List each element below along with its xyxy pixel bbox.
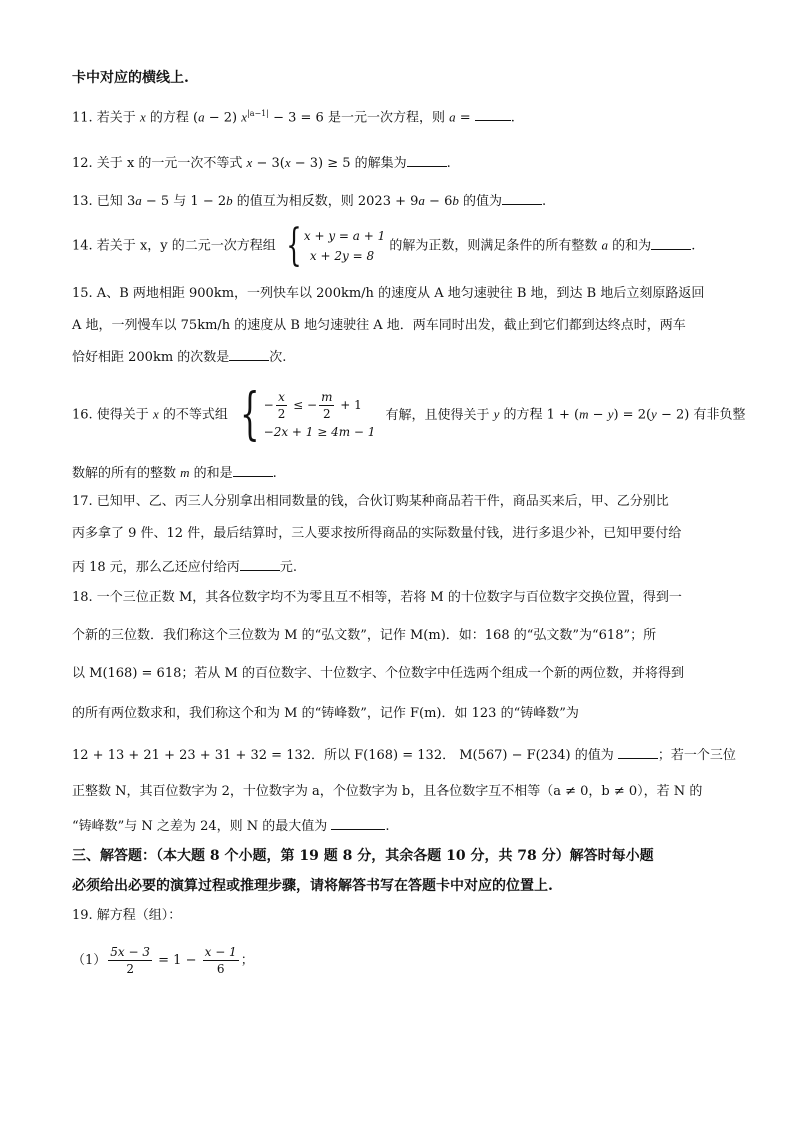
answer-blank bbox=[618, 744, 658, 759]
equation-system: x + y = a + 1 x + 2y = 8 bbox=[303, 229, 386, 263]
inequality-system: − $\frac{x}{2}$ ≤ − $\frac{m}{2}$ + 1 −2x + 1 ≥ 4m − 1 bbox=[263, 390, 376, 439]
answer-blank bbox=[240, 556, 280, 571]
question-18-line-7: “铸峰数”与 N 之差为 24，则 N 的最大值为 . bbox=[72, 815, 390, 837]
question-18-line-2: 个新的三位数．我们称这个三位数为 M 的“弘文数”，记作 M(m)．如：168 的“弘文数”为“618”；所 bbox=[72, 628, 657, 643]
fraction-left: $\frac{5x - 3}{2}$ bbox=[110, 945, 151, 976]
question-18-line-5: 12 + 13 + 21 + 23 + 31 + 32 = 132．所以 F(168) = 132． M(567) − F(234) 的值为 ；若一个三位 bbox=[72, 744, 736, 766]
question-11: 11. 若关于 x 的方程 (a − 2) $x^{|a-1|} - 3 = 6$ 是一元一次方程，则 a = . bbox=[72, 104, 515, 128]
continued-instruction: 卡中对应的横线上. bbox=[72, 70, 189, 86]
question-18-line-4: 的所有两位数求和，我们称这个和为 M 的“铸峰数”，记作 F(m)．如 123 的“铸峰数”为 bbox=[72, 706, 579, 721]
question-18-line-3: 以 M(168) = 618；若从 M 的百位数字、十位数字、个位数字中任选两个组成一个新的两位数，并将得到 bbox=[72, 666, 684, 681]
question-15-line-3: 恰好相距 200km 的次数是 次. bbox=[72, 346, 286, 368]
question-19-part-1: （1） $\frac{5x - 3}{2}$ = 1 − $\frac{x - 1}{6}$ ； bbox=[72, 945, 254, 976]
answer-blank bbox=[407, 152, 447, 167]
question-13: 13. 已知 3a − 5 与 1 − 2b 的值互为相反数，则 2023 + 9a − 6b 的值为 . bbox=[72, 190, 546, 212]
section-3-instruction: 必须给出必要的演算过程或推理步骤，请将解答书写在答题卡中对应的位置上. bbox=[72, 878, 553, 894]
answer-blank bbox=[502, 190, 542, 205]
question-17-line-3: 丙 18 元，那么乙还应付给丙 元. bbox=[72, 556, 297, 578]
question-17-line-2: 丙多拿了 9 件、12 件，最后结算时，三人要求按所得商品的实际数量付钱，进行多退少补，已知甲要付给 bbox=[72, 526, 682, 541]
question-16-line-2: 数解的所有的整数 m 的和是 . bbox=[72, 462, 277, 484]
fraction-right: $\frac{x - 1}{6}$ bbox=[204, 945, 237, 976]
question-17-line-1: 17. 已知甲、乙、丙三人分别拿出相同数量的钱，合伙订购某种商品若干件，商品买来后，甲、乙分别比 bbox=[72, 494, 669, 509]
section-3-heading: 三、解答题：（本大题 8 个小题，第 19 题 8 分，其余各题 10 分，共 78 分）解答时每小题 bbox=[72, 848, 654, 864]
question-18-line-1: 18. 一个三位正数 M，其各位数字均不为零且互不相等，若将 M 的十位数字与百位数字交换位置，得到一 bbox=[72, 590, 682, 605]
question-16: 16. 使得关于 x 的不等式组 { − $\frac{x}{2}$ ≤ − $\frac{m}{2}$ + 1 −2x + 1 ≥ 4m − 1 有解，且使得关于 y 的方程 1 + (m − y) = 2(y − 2) 有非负整 bbox=[72, 382, 746, 447]
question-18-line-6: 正整数 N，其百位数字为 2，十位数字为 a，个位数字为 b，且各位数字互不相等（a ≠ 0，b ≠ 0），若 N 的 bbox=[72, 784, 703, 799]
answer-blank bbox=[651, 235, 691, 250]
left-brace: { bbox=[286, 220, 302, 271]
question-14: 14. 若关于 x，y 的二元一次方程组 { x + y = a + 1 x + 2y = 8 的解为正数，则满足条件的所有整数 a 的和为 . bbox=[72, 220, 696, 271]
answer-blank bbox=[331, 815, 385, 830]
question-15-line-1: 15. A、B 两地相距 900km，一列快车以 200km/h 的速度从 A 地匀速驶往 B 地，到达 B 地后立刻原路返回 bbox=[72, 286, 705, 301]
answer-blank bbox=[233, 462, 273, 477]
question-12: 12. 关于 x 的一元一次不等式 x − 3(x − 3) ≥ 5 的解集为 . bbox=[72, 152, 451, 174]
question-19: 19. 解方程（组）： bbox=[72, 908, 182, 923]
answer-blank bbox=[229, 346, 269, 361]
left-brace: { bbox=[240, 382, 260, 447]
answer-blank bbox=[475, 106, 511, 121]
question-15-line-2: A 地，一列慢车以 75km/h 的速度从 B 地匀速驶往 A 地．两车同时出发，截止到它们都到达终点时，两车 bbox=[72, 318, 686, 333]
